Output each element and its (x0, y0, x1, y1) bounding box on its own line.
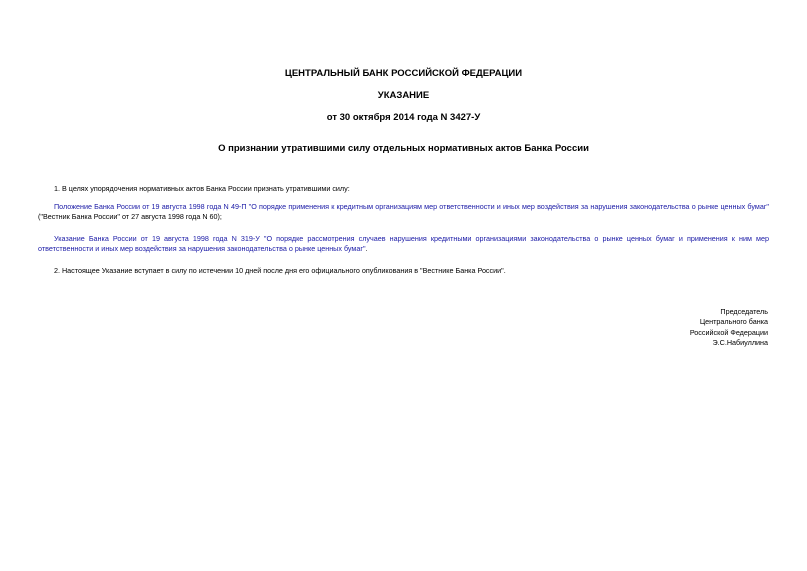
paragraph-2: 2. Настоящее Указание вступает в силу по истечении 10 дней после дня его официального опубликования в "Вестнике Банка России". (54, 266, 506, 275)
signatory-name: Э.С.Набиуллина (712, 338, 768, 348)
issuer-title: ЦЕНТРАЛЬНЫЙ БАНК РОССИЙСКОЙ ФЕДЕРАЦИИ (284, 68, 523, 79)
repealed-item-1-source: ("Вестник Банка России" от 27 августа 1998 года N 60); (38, 212, 222, 221)
signature-block (690, 307, 768, 349)
signatory-org-line-1: Центрального банка (699, 317, 768, 327)
repealed-item-2 (38, 234, 769, 254)
signatory-position: Председатель (720, 307, 768, 316)
document-date-number: от 30 октября 2014 года N 3427-У (326, 112, 481, 123)
document-type: УКАЗАНИЕ (377, 90, 430, 101)
document-subject: О признании утратившими силу отдельных нормативных актов Банка России (218, 143, 589, 154)
signatory-org-line-2: Российской Федерации (689, 327, 768, 337)
paragraph-1: 1. В целях упорядочения нормативных актов Банка России признать утратившими силу: (54, 184, 350, 193)
repealed-item-2-link[interactable]: Указание Банка России от 19 августа 1998 года N 319-У "О порядке рассмотрения случаев нарушения кредитными организациями законодательства о рынке ценных бумаг и применения к ним мер ответственности и иных мер воздействия за нарушения законодательства о рынке ценных бумаг" (38, 234, 769, 253)
repealed-item-1 (38, 202, 769, 222)
repealed-item-2-tail: . (365, 244, 368, 253)
repealed-item-1-link[interactable]: Положение Банка России от 19 августа 1998 года N 49-П "О порядке применения к кредитным организациям мер ответственности и иных мер воздействия за нарушения законодательства о рынке ценных бумаг" (54, 202, 769, 211)
